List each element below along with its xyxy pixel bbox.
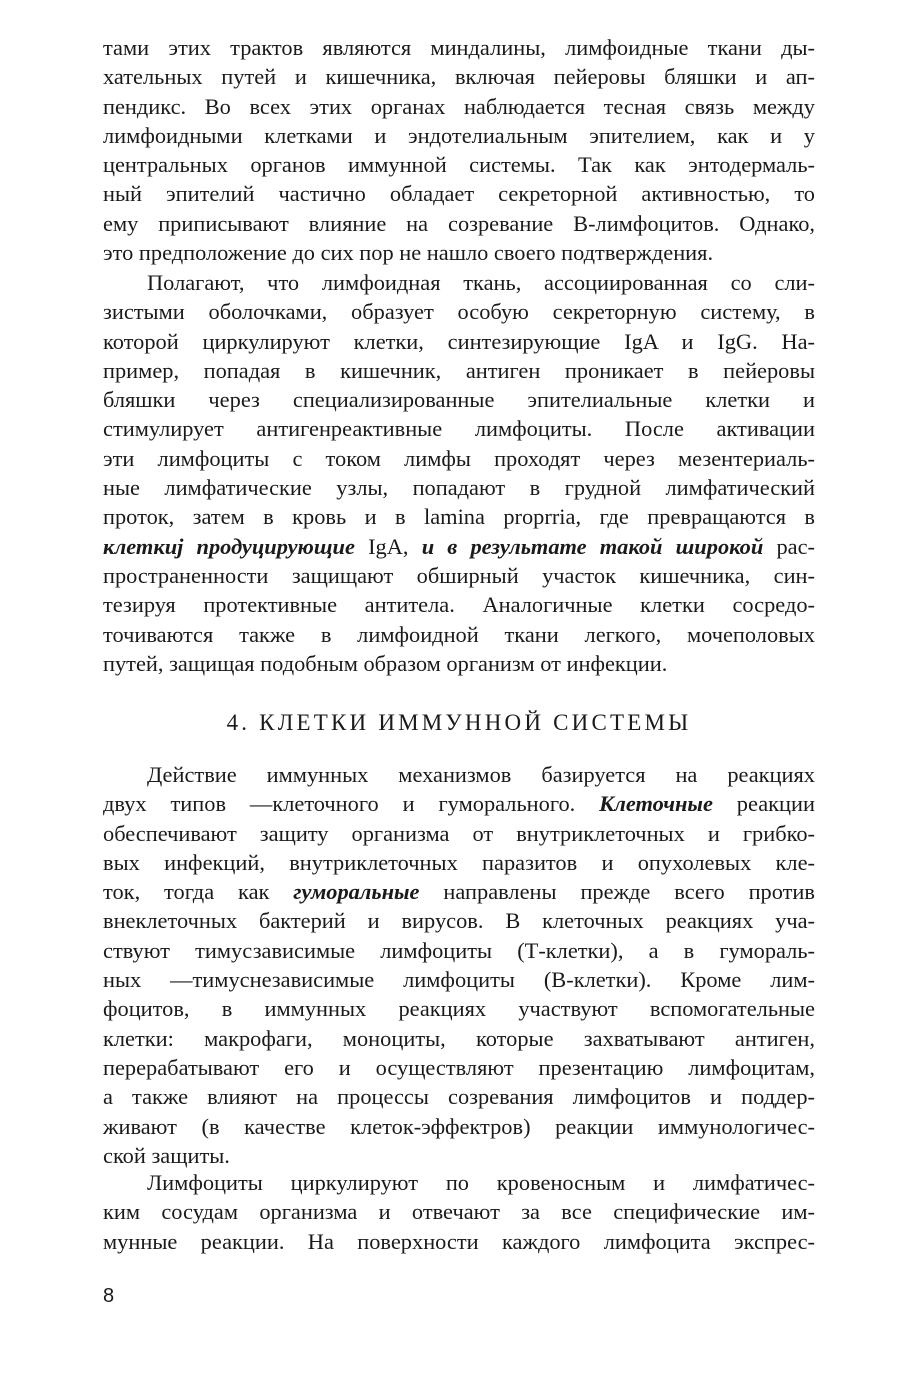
text-line: ким сосудам организма и отвечают за все специфические им-	[103, 1199, 815, 1225]
text-line: ской защиты.	[103, 1142, 230, 1168]
text-line: путей, защищая подобным образом организм от инфекции.	[103, 650, 668, 676]
text-line-emphasis	[103, 532, 815, 561]
text-line: внеклеточных бактерий и вирусов. В клеточных реакциях уча-	[103, 908, 815, 934]
text-line: Действие иммунных механизмов базируется на реакциях	[147, 762, 815, 787]
text-line: которой циркулируют клетки, синтезирующие IgA и IgG. На-	[103, 328, 815, 354]
text-line: фоцитов, в иммунных реакциях участвуют вспомогательные	[103, 996, 815, 1022]
emphasis-text: клеткиj продуцирующие	[103, 533, 355, 559]
text-line: а также влияют на процессы созревания лимфоцитов и поддер-	[103, 1084, 815, 1110]
text-line: хательных путей и кишечника, включая пейеровы бляшки и ап-	[103, 64, 815, 90]
section-heading: 4. КЛЕТКИ ИММУННОЙ СИСТЕМЫ	[226, 710, 692, 735]
text-line: это предположение до сих пор не нашло своего подтверждения.	[103, 240, 714, 266]
text-line: обеспечивают защиту организма от внутриклеточных и грибко-	[103, 820, 815, 846]
text-line: ему приписывают влияние на созревание В-лимфоцитов. Однако,	[103, 210, 815, 236]
text-line: эти лимфоциты с током лимфы проходят через мезентериаль-	[103, 445, 815, 471]
text-line: Полагают, что лимфоидная ткань, ассоциированная со сли-	[147, 270, 815, 295]
text-line: проток, затем в кровь и в lamina proprria, где превращаются в	[103, 504, 815, 530]
text-line: пендикс. Во всех этих органах наблюдается тесная связь между	[103, 93, 815, 119]
text-line: точиваются также в лимфоидной ткани легкого, мочеполовых	[103, 621, 815, 647]
text-line: перерабатывают его и осуществляют презентацию лимфоцитам,	[103, 1054, 815, 1080]
emphasis-text: гуморальные	[293, 879, 420, 905]
emphasis-text: Клеточные	[599, 791, 713, 817]
text-line: бляшки через специализированные эпителиальные клетки и	[103, 387, 815, 413]
inline-text: рас-	[763, 533, 815, 559]
text-line: живают (в качестве клеток-эффектров) реакции иммунологичес-	[103, 1113, 815, 1139]
text-line: Лимфоциты циркулируют по кровеносным и лимфатичес-	[147, 1170, 815, 1195]
paragraph-3	[103, 760, 815, 1170]
paragraph-2	[103, 268, 815, 678]
text-line: лимфоидными клетками и эндотелиальным эпителием, как и у	[103, 122, 815, 148]
text-line-emphasis	[103, 877, 815, 906]
text-line: ные лимфатические узлы, попадают в грудной лимфатический	[103, 475, 815, 501]
text-line: клетки: макрофаги, моноциты, которые захватывают антиген,	[103, 1025, 815, 1051]
paragraph-4	[103, 1168, 815, 1256]
text-line: зистыми оболочками, образует особую секреторную систему, в	[103, 299, 815, 325]
emphasis-text: и в результате такой широкой	[421, 533, 764, 559]
text-line: вых инфекций, внутриклеточных паразитов и опухолевых кле-	[103, 849, 815, 875]
text-line: ных —тимуснезависимые лимфоциты (В-клетки). Кроме лим-	[103, 967, 815, 993]
text-line: центральных органов иммунной системы. Так как энтодермаль-	[103, 152, 815, 178]
text-line: мунные реакции. На поверхности каждого лимфоцита экспрес-	[103, 1228, 815, 1254]
text-line: ный эпителий частично обладает секреторной активностью, то	[103, 181, 815, 207]
inline-text: реакции	[712, 791, 815, 817]
text-line: ствуют тимусзависимые лимфоциты (Т-клетки), а в гумораль-	[103, 937, 815, 963]
text-line: тезируя протективные антитела. Аналогичные клетки сосредо-	[103, 592, 815, 618]
text-line: пространенности защищают обширный участок кишечника, син-	[103, 562, 815, 588]
text-line-emphasis	[103, 789, 815, 818]
text-line: пример, попадая в кишечник, антиген проникает в пейеровы	[103, 357, 815, 383]
inline-text: направлены прежде всего против	[419, 879, 815, 905]
page-number: 8	[103, 1285, 115, 1307]
inline-text: ток, тогда как	[103, 879, 294, 905]
paragraph-1	[103, 33, 815, 267]
inline-text: двух типов —клеточного и гуморального.	[103, 791, 600, 817]
text-line: тами этих трактов являются миндалины, лимфоидные ткани ды-	[103, 35, 815, 60]
text-line: стимулирует антигенреактивные лимфоциты. После активации	[103, 416, 815, 442]
inline-text: IgA,	[354, 533, 422, 559]
